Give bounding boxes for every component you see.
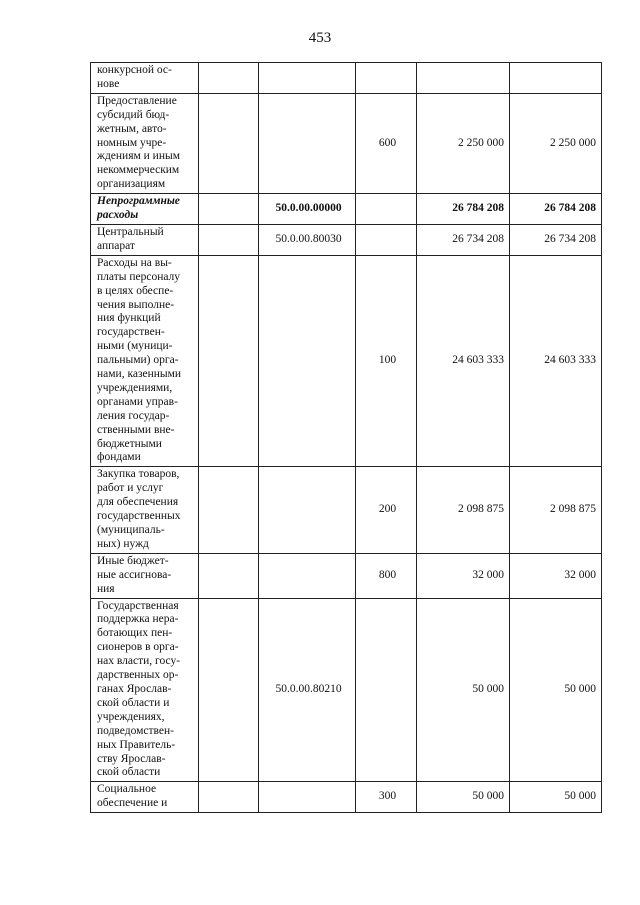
amount-year2-text: 32 000 [564,568,596,581]
expense-type-text: 600 [378,136,397,149]
expense-type-cell [356,93,417,193]
row-name-cell [91,224,199,255]
empty-cell [199,224,259,255]
amount-year2-text: 2 250 000 [550,136,596,149]
amount-year2-text: 50 000 [564,790,596,803]
row-name-cell [91,782,199,813]
target-article-cell [259,93,356,193]
empty-cell [199,467,259,553]
amount-year2-cell [510,782,602,813]
target-article-cell [259,255,356,467]
amount-year2-cell [510,467,602,553]
target-article-cell [259,63,356,94]
amount-year1-text: 2 098 875 [458,503,504,516]
row-name-cell [91,467,199,553]
empty-cell [199,782,259,813]
row-name-text: Расходы на вы- платы персоналу в целях обеспе- чения выполне- ния функций государствен- ными (муници- пальными) орга- нами, казенными учреждениями, органами управ- ления государ- ственными вне- бюджетными фондами [97,256,182,464]
row-name-cell [91,598,199,782]
amount-year1-text: 26 734 208 [452,232,504,245]
table-row [91,255,602,467]
table-row [91,93,602,193]
row-name-text: Центральный аппарат [97,225,164,252]
target-article-cell [259,598,356,782]
table-row [91,467,602,553]
amount-year2-cell [510,63,602,94]
row-name-text: Закупка товаров, работ и услуг для обеспечения государственных (муниципаль- ных) нужд [97,468,181,550]
empty-cell [199,255,259,467]
row-name-text: Государственная поддержка нера- ботающих пен- сионеров в орга- нах власти, госу- дарственных ор- ганах Ярослав- ской области и учреждениях, подведомствен- ных Правитель- ству Ярослав- ской области [97,599,181,779]
target-article-cell [259,553,356,598]
amount-year1-cell [417,255,510,467]
row-name-cell [91,93,199,193]
expense-type-text: 200 [378,503,397,516]
expense-type-cell [356,63,417,94]
amount-year1-cell [417,553,510,598]
amount-year1-cell [417,194,510,225]
empty-cell [199,194,259,225]
amount-year2-cell [510,598,602,782]
expense-type-text: 300 [378,790,397,803]
empty-cell [199,553,259,598]
amount-year2-cell [510,194,602,225]
amount-year2-cell [510,93,602,193]
amount-year1-text: 26 784 208 [452,202,504,215]
amount-year2-text: 24 603 333 [544,354,596,367]
expense-type-cell [356,224,417,255]
budget-table-body [91,63,602,813]
amount-year1-cell [417,63,510,94]
row-name-cell [91,194,199,225]
amount-year1-text: 2 250 000 [458,136,504,149]
table-row [91,194,602,225]
row-name-text: Иные бюджет- ные ассигнова- ния [97,554,172,595]
row-name-cell [91,63,199,94]
target-article-text: 50.0.00.00000 [275,202,342,215]
expense-type-text: 100 [378,354,397,367]
amount-year1-cell [417,467,510,553]
amount-year1-text: 24 603 333 [452,354,504,367]
target-article-cell [259,224,356,255]
expense-type-cell [356,782,417,813]
empty-cell [199,63,259,94]
row-name-text: Социальное обеспечение и [97,783,168,810]
table-row [91,782,602,813]
row-name-cell [91,255,199,467]
amount-year2-cell [510,553,602,598]
amount-year2-cell [510,224,602,255]
amount-year1-cell [417,782,510,813]
empty-cell [199,598,259,782]
amount-year1-cell [417,93,510,193]
expense-type-cell [356,598,417,782]
target-article-text: 50.0.00.80030 [275,232,342,245]
expense-type-cell [356,553,417,598]
target-article-text: 50.0.00.80210 [275,682,342,695]
amount-year1-cell [417,598,510,782]
table-row [91,224,602,255]
table-row [91,63,602,94]
budget-table [90,62,602,813]
row-name-text: Предоставление субсидий бюд- жетным, авто- номным учре- ждениям и иным некоммерческим организациям [97,94,180,191]
page-number: 453 [308,30,332,46]
row-name-text: Непрограммные расходы [97,195,180,222]
amount-year2-text: 26 734 208 [544,232,596,245]
amount-year2-text: 26 784 208 [544,202,596,215]
amount-year2-text: 2 098 875 [550,503,596,516]
empty-cell [199,93,259,193]
row-name-text: конкурсной ос- нове [97,64,172,90]
expense-type-text: 800 [378,568,397,581]
target-article-cell [259,194,356,225]
target-article-cell [259,782,356,813]
table-row [91,553,602,598]
amount-year2-cell [510,255,602,467]
amount-year1-cell [417,224,510,255]
table-row [91,598,602,782]
amount-year2-text: 50 000 [564,682,596,695]
amount-year1-text: 50 000 [472,790,504,803]
target-article-cell [259,467,356,553]
expense-type-cell [356,194,417,225]
amount-year1-text: 32 000 [472,568,504,581]
expense-type-cell [356,467,417,553]
expense-type-cell [356,255,417,467]
amount-year1-text: 50 000 [472,682,504,695]
row-name-cell [91,553,199,598]
